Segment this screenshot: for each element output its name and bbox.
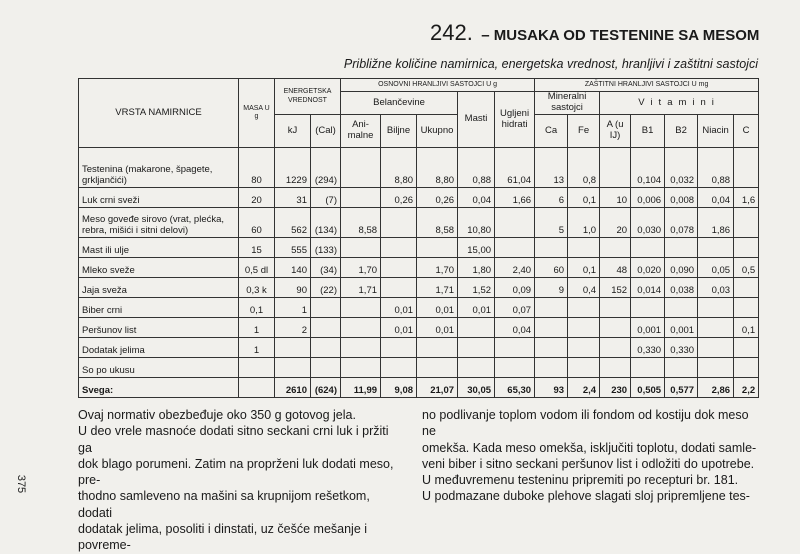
cell-ugl: 0,04 [495,318,535,338]
text-line: omekša. Kada meso omekša, isključiti toplotu, dodati samle- [422,440,757,455]
table-subtitle: Približne količine namirnica, energetska vrednost, hranljivi i zaštitni sastojci [343,57,758,71]
cell-ca [535,238,568,258]
cell-ugl [495,208,535,238]
cell-ca: 93 [535,378,568,398]
table-row [79,258,759,278]
header-a: A (u IJ) [600,115,631,148]
recipe-number: 242. [430,20,473,45]
cell-b2: 0,038 [665,278,698,298]
cell-masa: 80 [239,148,275,188]
cell-niacin: 0,88 [698,148,734,188]
cell-ugl [495,338,535,358]
cell-kj: 140 [275,258,311,278]
header-ca: Ca [535,115,568,148]
cell-cal: (34) [311,258,341,278]
table-row [79,298,759,318]
cell-fe: 1,0 [568,208,600,238]
cell-b1: 0,104 [631,148,665,188]
cell-anim [341,338,381,358]
header-niacin: Niacin [698,115,734,148]
cell-fe [568,338,600,358]
cell-niacin: 2,86 [698,378,734,398]
cell-name: Dodatak jelima [79,338,239,358]
cell-cal [311,318,341,338]
cell-anim: 11,99 [341,378,381,398]
cell-c [734,208,759,238]
cell-anim: 1,70 [341,258,381,278]
cell-anim [341,358,381,378]
cell-kj [275,338,311,358]
cell-a [600,358,631,378]
cell-masa [239,358,275,378]
cell-name: Svega: [79,378,239,398]
cell-name: So po ukusu [79,358,239,378]
cell-cal: (134) [311,208,341,238]
cell-kj: 2610 [275,378,311,398]
page-number: 375 [15,474,28,494]
cell-ugl [495,358,535,378]
cell-anim: 8,58 [341,208,381,238]
cell-a: 20 [600,208,631,238]
cell-niacin [698,338,734,358]
cell-niacin [698,298,734,318]
cell-bilj: 0,01 [381,298,417,318]
cell-b1 [631,298,665,318]
cell-fe [568,358,600,378]
cell-masa: 20 [239,188,275,208]
cell-a [600,238,631,258]
cell-ugl: 1,66 [495,188,535,208]
cell-name: Mleko sveže [79,258,239,278]
cell-a: 152 [600,278,631,298]
cell-ca: 9 [535,278,568,298]
cell-b2 [665,298,698,318]
cell-anim [341,188,381,208]
header-osnovni: OSNOVNI HRANLJIVI SASTOJCI U g [341,79,535,92]
cell-c [734,278,759,298]
cell-kj [275,358,311,378]
cell-c [734,298,759,318]
cell-uk: 1,70 [417,258,458,278]
cell-ugl: 61,04 [495,148,535,188]
method-text-right [422,407,762,505]
cell-masti: 30,05 [458,378,495,398]
cell-cal [311,338,341,358]
cell-kj: 31 [275,188,311,208]
cell-uk [417,358,458,378]
total-row [79,378,759,398]
cell-name: Meso goveđe sirovo (vrat, plećka, rebra, mišići i sitni delovi) [79,208,239,238]
cell-bilj [381,338,417,358]
cell-ca: 60 [535,258,568,278]
cell-masa: 60 [239,208,275,238]
cell-ca: 13 [535,148,568,188]
cell-b1: 0,006 [631,188,665,208]
cell-kj: 555 [275,238,311,258]
cell-name: Peršunov list [79,318,239,338]
method-text-left [78,407,398,554]
cell-ca [535,318,568,338]
text-line: veni biber i sitno seckani peršunov list i odložiti do upotrebe. [422,456,755,471]
cell-name: Mast ili ulje [79,238,239,258]
header-energ: ENERGETSKA VREDNOST [275,79,341,115]
cell-a [600,148,631,188]
cell-uk: 21,07 [417,378,458,398]
text-line: U podmazane duboke plehove slagati sloj pripremljene tes- [422,489,750,504]
cell-masti: 1,80 [458,258,495,278]
cell-bilj: 0,26 [381,188,417,208]
cell-masa: 0,3 k [239,278,275,298]
cell-a: 230 [600,378,631,398]
cell-b2: 0,078 [665,208,698,238]
cell-a [600,338,631,358]
header-c: C [734,115,759,148]
text-line: U međuvremenu testeninu pripremiti po recepturi br. 181. [422,473,739,488]
table-row [79,278,759,298]
cell-b1: 0,505 [631,378,665,398]
cell-kj: 562 [275,208,311,238]
cell-b2: 0,577 [665,378,698,398]
cell-bilj: 8,80 [381,148,417,188]
cell-bilj [381,238,417,258]
cell-bilj [381,258,417,278]
cell-b1: 0,014 [631,278,665,298]
cell-cal: (22) [311,278,341,298]
cell-b1: 0,030 [631,208,665,238]
cell-anim [341,238,381,258]
cell-fe: 2,4 [568,378,600,398]
cell-bilj: 0,01 [381,318,417,338]
cell-niacin [698,358,734,378]
header-vrsta: VRSTA NAMIRNICE [79,79,239,148]
cell-masa: 0,1 [239,298,275,318]
cell-c [734,148,759,188]
text-line: U deo vrele masnoće dodati sitno seckani crni luk i pržiti ga [78,424,389,455]
cell-fe [568,318,600,338]
cell-bilj [381,208,417,238]
table-row [79,208,759,238]
table-row [79,188,759,208]
header-masa: MASA U g [239,79,275,148]
cell-b1: 0,001 [631,318,665,338]
table-row [79,238,759,258]
cell-fe: 0,1 [568,258,600,278]
text-line: dok blago porumeni. Zatim na proprženi luk dodati meso, pre- [78,456,394,488]
cell-masa [239,378,275,398]
cell-ca [535,298,568,318]
cell-niacin: 0,03 [698,278,734,298]
cell-masti [458,358,495,378]
table-row [79,358,759,378]
cell-b1: 0,330 [631,338,665,358]
cell-kj: 1229 [275,148,311,188]
cell-niacin [698,238,734,258]
cell-cal: (7) [311,188,341,208]
cell-ca: 5 [535,208,568,238]
cell-kj: 2 [275,318,311,338]
cell-cal [311,358,341,378]
cell-b1 [631,238,665,258]
text-line: thodno samleveno na mašini sa krupnijom rešetkom, dodati [78,489,370,520]
text-line: Ovaj normativ obezbeđuje oko 350 g gotovog jela. [78,408,356,422]
cell-fe [568,298,600,318]
cell-uk [417,238,458,258]
cell-ca [535,358,568,378]
cell-a: 10 [600,188,631,208]
cell-uk: 8,58 [417,208,458,238]
cell-fe: 0,1 [568,188,600,208]
header-fe: Fe [568,115,600,148]
cell-ugl: 2,40 [495,258,535,278]
header-ukupno: Ukupno [417,115,458,148]
cell-masa: 0,5 dl [239,258,275,278]
cell-cal: (294) [311,148,341,188]
cell-c: 1,6 [734,188,759,208]
cell-masti: 0,01 [458,298,495,318]
cell-ugl: 0,09 [495,278,535,298]
cell-masti: 10,80 [458,208,495,238]
cell-b2 [665,238,698,258]
cell-uk: 8,80 [417,148,458,188]
cell-a [600,318,631,338]
header-masti: Masti [458,92,495,148]
header-animalne: Ani-malne [341,115,381,148]
nutrition-table [78,78,759,398]
cell-ca [535,338,568,358]
cell-name: Biber crni [79,298,239,318]
cell-masti [458,318,495,338]
cell-b2: 0,001 [665,318,698,338]
cell-masti: 0,04 [458,188,495,208]
cell-masti: 0,88 [458,148,495,188]
header-cal: (Cal) [311,115,341,148]
cell-cal: (133) [311,238,341,258]
table-row [79,318,759,338]
cell-niacin [698,318,734,338]
cell-kj: 1 [275,298,311,318]
cell-b2: 0,330 [665,338,698,358]
cell-masti [458,338,495,358]
cell-uk: 0,01 [417,298,458,318]
cell-uk [417,338,458,358]
cell-anim: 1,71 [341,278,381,298]
cell-c [734,238,759,258]
cell-anim [341,298,381,318]
cell-uk: 0,26 [417,188,458,208]
header-vitamini: Vitamini [600,92,759,115]
cell-bilj [381,358,417,378]
cell-fe [568,238,600,258]
cell-kj: 90 [275,278,311,298]
cell-a [600,298,631,318]
cell-b2 [665,358,698,378]
cell-c: 2,2 [734,378,759,398]
cell-fe: 0,8 [568,148,600,188]
table-body [79,148,759,398]
cell-niacin: 0,05 [698,258,734,278]
text-line: dodatak jelima, posoliti i dinstati, uz češće mešanje i povreme- [78,522,368,553]
cell-masti: 15,00 [458,238,495,258]
cell-anim [341,318,381,338]
header-biljne: Biljne [381,115,417,148]
cell-niacin: 1,86 [698,208,734,238]
table-row [79,338,759,358]
cell-name: Jaja sveža [79,278,239,298]
header-b1: B1 [631,115,665,148]
text-line: no podlivanje toplom vodom ili fondom od kostiju dok meso ne [422,408,749,439]
cell-b1: 0,020 [631,258,665,278]
cell-masa: 15 [239,238,275,258]
cell-ugl [495,238,535,258]
header-b2: B2 [665,115,698,148]
header-zastitni: ZAŠTITNI HRANLJIVI SASTOJCI U mg [535,79,759,92]
cell-bilj [381,278,417,298]
cell-c [734,358,759,378]
cell-b2: 0,090 [665,258,698,278]
cell-masa: 1 [239,338,275,358]
table-row [79,148,759,188]
cell-ca: 6 [535,188,568,208]
cell-name: Luk crni sveži [79,188,239,208]
cell-uk: 1,71 [417,278,458,298]
cell-b2: 0,032 [665,148,698,188]
cell-bilj: 9,08 [381,378,417,398]
recipe-title [430,20,759,46]
cell-fe: 0,4 [568,278,600,298]
cell-b1 [631,358,665,378]
header-ugljeni: Ugljeni hidrati [495,92,535,148]
cell-cal [311,298,341,318]
cell-name: Testenina (makarone, špagete, grkljančići) [79,148,239,188]
cell-c [734,338,759,358]
cell-c: 0,1 [734,318,759,338]
cell-anim [341,148,381,188]
cell-a: 48 [600,258,631,278]
cell-uk: 0,01 [417,318,458,338]
header-belancevine: Belančevine [341,92,458,115]
cell-niacin: 0,04 [698,188,734,208]
cell-ugl: 65,30 [495,378,535,398]
cell-masti: 1,52 [458,278,495,298]
header-kj: kJ [275,115,311,148]
header-mineralni: Mineralni sastojci [535,92,600,115]
cell-b2: 0,008 [665,188,698,208]
recipe-name: – MUSAKA OD TESTENINE SA MESOM [481,27,760,44]
cell-cal: (624) [311,378,341,398]
cell-masa: 1 [239,318,275,338]
cell-c: 0,5 [734,258,759,278]
cell-ugl: 0,07 [495,298,535,318]
